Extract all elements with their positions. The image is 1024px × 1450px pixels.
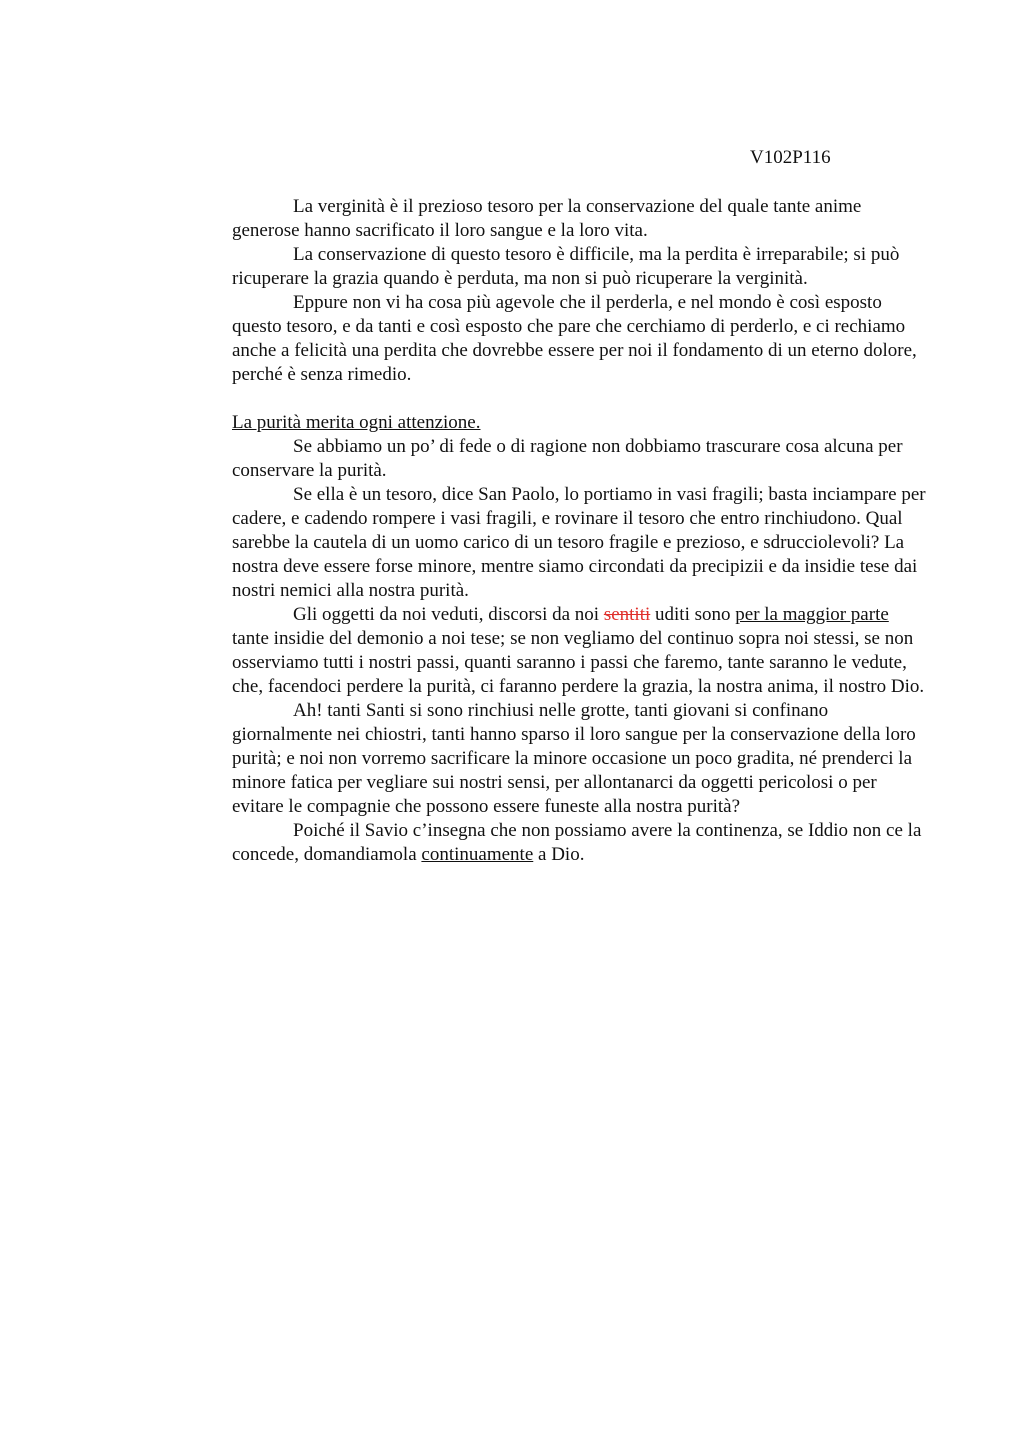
underlined-word: continuamente — [421, 844, 534, 865]
underlined-phrase: per la maggior parte — [735, 604, 889, 625]
page-identifier: V102P116 — [750, 147, 831, 168]
deleted-word: sentiti — [603, 604, 651, 625]
section-heading: La purità merita ogni attenzione. — [232, 412, 481, 433]
paragraph-2: La conservazione di questo tesoro è difficile, ma la perdita è irreparabile; si può ricuperare la grazia quando è perduta, ma non si può ricuperare la verginità. — [232, 244, 900, 289]
paragraph-6-text-middle: uditi sono — [650, 604, 736, 625]
paragraph-6 — [232, 603, 928, 699]
paragraph-4: Se abbiamo un po’ di fede o di ragione non dobbiamo trascurare cosa alcuna per conservare la purità. — [232, 436, 903, 481]
paragraph-8-text-end: a Dio. — [533, 844, 585, 865]
paragraph-7: Ah! tanti Santi si sono rinchiusi nelle grotte, tanti giovani si confinano giornalmente nei chiostri, tanti hanno sparso il loro sangue per la conservazione della loro purità; e noi non vorremo sacrificare la minore occasione un poco gradita, né prenderci la minore fatica per vegliare sui nostri sensi, per allontanarci da oggetti pericolosi o per evitare le compagnie che possono essere funeste alla nostra purità? — [232, 700, 916, 817]
paragraph-1: La verginità è il prezioso tesoro per la conservazione del quale tante anime generose hanno sacrificato il loro sangue e la loro vita. — [232, 196, 862, 241]
paragraph-8-text-start: Poiché il Savio c’insegna che non possiamo avere la continenza, se Iddio non ce la concede, domandiamola — [232, 820, 922, 865]
paragraph-6-text-start: Gli oggetti da noi veduti, discorsi da noi — [293, 604, 604, 625]
paragraph-8 — [232, 819, 928, 867]
paragraph-5: Se ella è un tesoro, dice San Paolo, lo portiamo in vasi fragili; basta inciampare per cadere, e cadendo rompere i vasi fragili, e rovinare il tesoro che entro rinchiudono. Qual sarebbe la cautela di un uomo carico di un tesoro fragile e prezioso, e sdrucciolevoli? La nostra deve essere forse minore, mentre siamo circondati da precipizii e da insidie tese dai nostri nemici alla nostra purità. — [232, 484, 926, 601]
paragraph-6-text-end: tante insidie del demonio a noi tese; se non vegliamo del continuo sopra noi stessi, se non osserviamo tutti i nostri passi, quanti saranno i passi che faremo, tante saranno le vedute, che, facendoci perdere la purità, ci faranno perdere la grazia, la nostra anima, il nostro Dio. — [232, 628, 925, 697]
paragraph-3: Eppure non vi ha cosa più agevole che il perderla, e nel mondo è così esposto questo tesoro, e da tanti e così esposto che pare che cerchiamo di perderlo, e ci rechiamo anche a felicità una perdita che dovrebbe essere per noi il fondamento di un eterno dolore, perché è senza rimedio. — [232, 292, 917, 385]
document-body — [232, 195, 928, 867]
